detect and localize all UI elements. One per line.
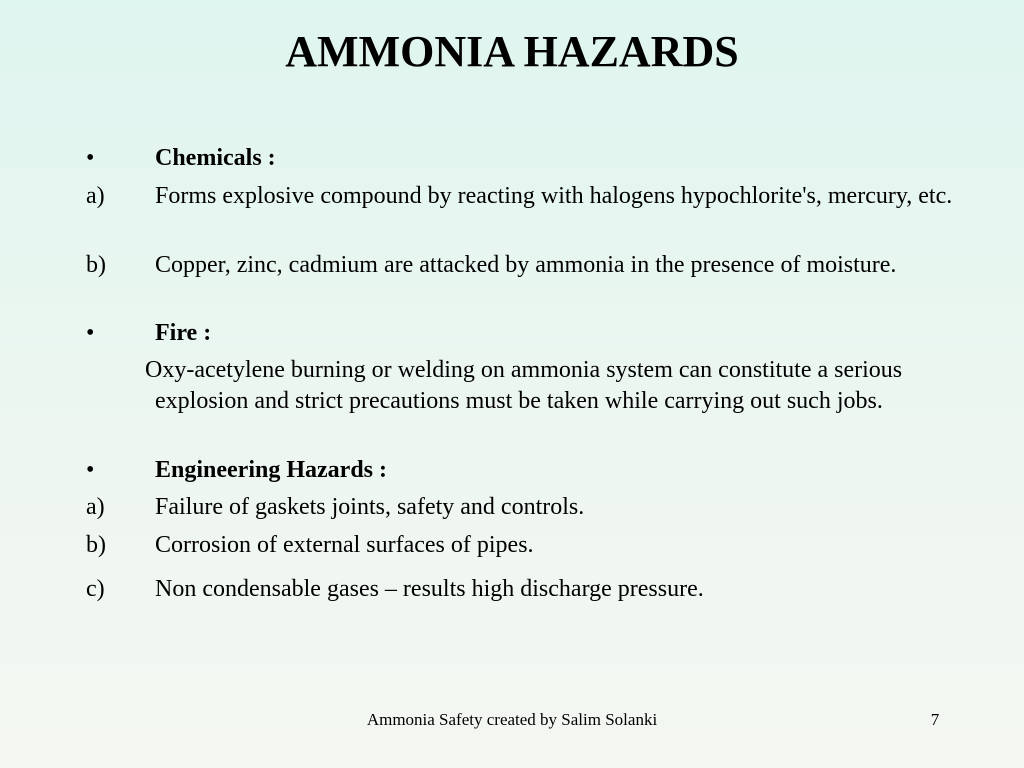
slide-title: AMMONIA HAZARDS [285, 27, 739, 76]
list-item-text: Non condensable gases – results high discharge pressure. [155, 576, 704, 602]
list-item-text: Copper, zinc, cadmium are attacked by ammonia in the presence of moisture. [155, 252, 897, 278]
list-item-text: Failure of gaskets joints, safety and controls. [155, 494, 585, 520]
bullet-marker: • [86, 145, 95, 171]
list-marker: a) [86, 183, 105, 209]
bullet-marker: • [86, 457, 95, 483]
fire-paragraph: Oxy-acetylene burning or welding on ammonia system can constitute a serious explosion and strict precautions must be taken while carrying out such jobs. [145, 357, 903, 414]
bullet-marker: • [86, 320, 95, 346]
page-number: 7 [930, 710, 940, 729]
slide-footer: Ammonia Safety created by Salim Solanki [366, 710, 658, 729]
section-heading-engineering-hazards: Engineering Hazards : [155, 457, 387, 483]
section-heading-chemicals: Chemicals : [155, 145, 276, 171]
list-marker: c) [86, 576, 105, 602]
section-heading-fire: Fire : [155, 320, 212, 346]
list-item-text: Forms explosive compound by reacting with halogens hypochlorite's, mercury, etc. [155, 183, 953, 209]
list-marker: a) [86, 494, 105, 520]
list-item-text: Corrosion of external surfaces of pipes. [155, 532, 534, 558]
list-marker: b) [86, 532, 106, 558]
list-marker: b) [86, 252, 106, 278]
